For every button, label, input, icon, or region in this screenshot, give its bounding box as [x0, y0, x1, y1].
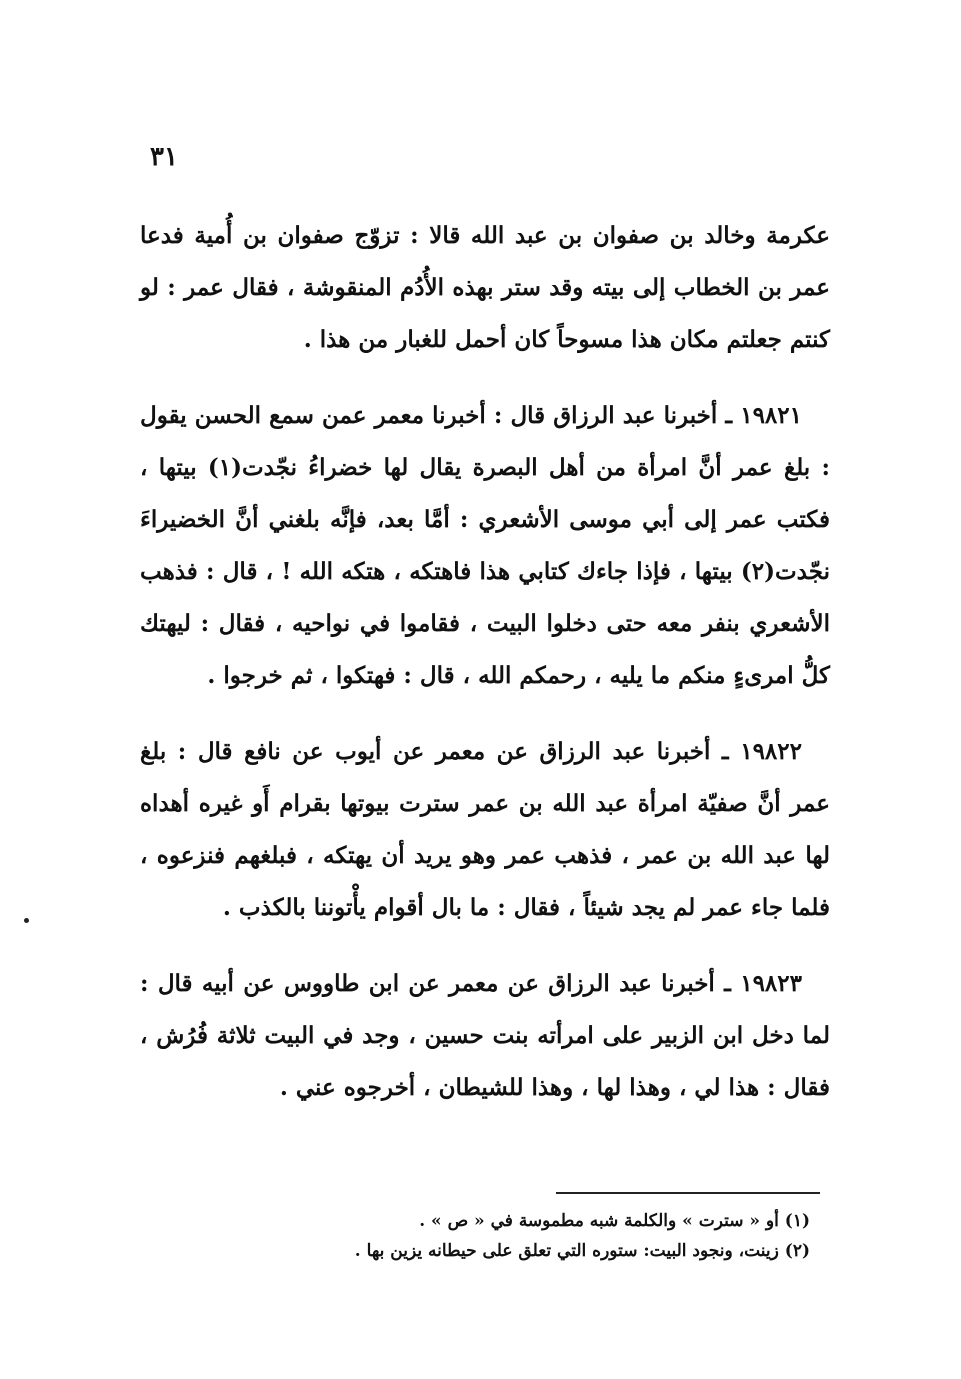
- footnote-separator: [556, 1192, 820, 1194]
- page-number: ٣١: [150, 142, 178, 172]
- main-text: [140, 210, 830, 1114]
- footnotes: [220, 1206, 810, 1266]
- hadith-19821: ١٩٨٢١ ـ أخبرنا عبد الرزاق قال : أخبرنا معمر عمن سمع الحسن يقول : بلغ عمر أنَّ امرأة من أهل البصرة يقال لها خضراءُ نجّدت(١) بيتها ، فكتب عمر إلى أبي موسى الأشعري : أمَّا بعد، فإنَّه بلغني أنَّ الخضيراءَ نجّدت(٢) بيتها ، فإذا جاءك كتابي هذا فاهتكه ، هتكه الله ! ، قال : فذهب الأشعري بنفر معه حتى دخلوا البيت ، فقاموا في نواحيه ، فقال : ليهتك كلُّ امرىءٍ منكم ما يليه ، رحمكم الله ، قال : فهتكوا ، ثم خرجوا .: [140, 402, 830, 689]
- hadith-19822: ١٩٨٢٢ ـ أخبرنا عبد الرزاق عن معمر عن أيوب عن نافع قال : بلغ عمر أنَّ صفيّة امرأة عبد الله بن عمر سترت بيوتها بقرام أَو غيره أهداه لها عبد الله بن عمر ، فذهب عمر وهو يريد أن يهتكه ، فبلغهم فنزعوه ، فلما جاء عمر لم يجد شيئاً ، فقال : ما بال أقوام يأْتوننا بالكذب .: [140, 738, 830, 921]
- scan-speck: [24, 918, 29, 923]
- hadith-19823: ١٩٨٢٣ ـ أخبرنا عبد الرزاق عن معمر عن ابن طاووس عن أبيه قال : لما دخل ابن الزبير على امرأته بنت حسين ، وجد في البيت ثلاثة فُرُش ، فقال : هذا لي ، وهذا لها ، وهذا للشيطان ، أخرجوه عني .: [140, 970, 830, 1101]
- footnote-2: (٢) زينت، ونجود البيت: ستوره التي تعلق على حيطانه يزين بها .: [354, 1241, 810, 1261]
- footnote-1: (١) أو « سترت » والكلمة شبه مطموسة في « ص » .: [419, 1211, 810, 1231]
- paragraph-continuation: عكرمة وخالد بن صفوان بن عبد الله قالا : تزوّج صفوان بن أُمية فدعا عمر بن الخطاب إلى بيته وقد ستر بهذه الأُدُم المنقوشة ، فقال عمر : لو كنتم جعلتم مكان هذا مسوحاً كان أحمل للغبار من هذا .: [140, 222, 830, 353]
